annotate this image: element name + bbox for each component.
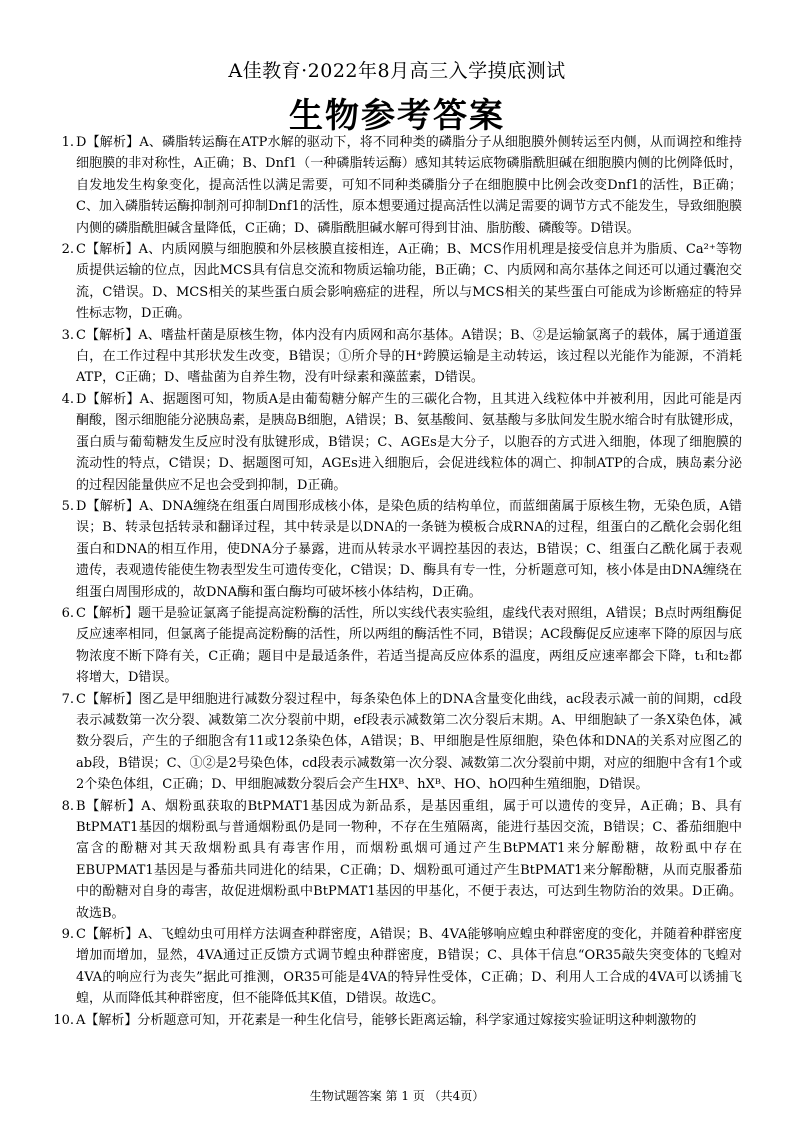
exam-header: A佳教育·2022年8月高三入学摸底测试 bbox=[228, 60, 566, 82]
answer-number: 2. bbox=[61, 242, 74, 258]
answer-number: 4. bbox=[61, 391, 74, 407]
answer-text: B【解析】A、烟粉虱获取的BtPMAT1基因成为新品系，是基因重组，属于可以遗传的变异，A正确；B、具有BtPMAT1基因的烟粉虱与普通烟粉虱仍是同一物种，不存在生殖隔离，能进行基因交流，B错误；C、番茄细胞中富含的酚糖对其天敌烟粉虱具有毒害作用，而烟粉虱烟可通过产生BtPMAT1来分解酚糖，故粉虱中存在EBUPMAT1基因是与番茄共同进化的结果，C正确；D、烟粉虱可通过产生BtPMAT1来分解酚糖，从而克服番茄中的酚糖对自身的毒害，故促进烟粉虱中BtPMAT1基因的甲基化，不便于表达，可达到生物防治的效果。D正确。故选B。 bbox=[76, 798, 742, 921]
answer-number: 10. bbox=[53, 1012, 74, 1028]
answer-item bbox=[52, 1010, 742, 1031]
answer-text: D【解析】A、据题图可知，物质A是由葡萄糖分解产生的三碳化合物，且其进入线粒体中并被利用，因此可能是丙酮酸，图示细胞能分泌胰岛素，是胰岛B细胞，A错误；B、氨基酸间、氨基酸与多肽间发生脱水缩合时有肽键形成，蛋白质与葡萄糖发生反应时没有肽键形成，B错误；C、AGEs是大分子，以胞吞的方式进入细胞，体现了细胞膜的流动性的特点，C错误；D、据题图可知，AGEs进入细胞后，会促进线粒体的凋亡、抑制ATP的合成，胰岛素分泌的过程因能量供应不足也会受到抑制，D正确。 bbox=[76, 391, 742, 493]
answer-number: 8. bbox=[61, 798, 74, 814]
answer-number: 3. bbox=[61, 327, 74, 343]
answer-item bbox=[52, 689, 742, 796]
answer-item bbox=[52, 132, 742, 239]
answer-item bbox=[52, 325, 742, 389]
answer-item bbox=[52, 496, 742, 603]
answer-text: C【解析】题干是验证氯离子能提高淀粉酶的活性，所以实线代表实验组，虚线代表对照组，A错误；B点时两组酶促反应速率相同，但氯离子能提高淀粉酶的活性，所以两组的酶活性不同，B错误；AC段酶促反应速率下降的原因与底物浓度不断下降有关，C正确；题目中是最适条件，若适当提高反应体系的温度，两组反应速率都会下降，t₁和t₂都将增大，D错误。 bbox=[76, 605, 742, 686]
answer-number: 6. bbox=[61, 605, 74, 621]
answer-item bbox=[52, 389, 742, 496]
answer-text: C【解析】图乙是甲细胞进行减数分裂过程中，每条染色体上的DNA含量变化曲线，ac段表示减一前的间期，cd段表示减数第一次分裂、减数第二次分裂前中期，ef段表示减数第二次分裂后末期。A、甲细胞缺了一条X染色体，减数分裂后，产生的子细胞含有11或12条染色体，A错误；B、甲细胞是性原细胞，染色体和DNA的关系对应图乙的ab段，B错误；C、①②是2号染色体，cd段表示减数第一次分裂、减数第二次分裂前中期，对应的细胞中含有1个或2个染色体组，C正确；D、甲细胞减数分裂后会产生HXᴮ、hXᴮ、HO、hO四种生殖细胞，D错误。 bbox=[76, 691, 742, 793]
answer-text: D【解析】A、磷脂转运酶在ATP水解的驱动下，将不同种类的磷脂分子从细胞膜外侧转运至内侧，从而调控和维持细胞膜的非对称性，A正确；B、Dnf1（一种磷脂转运酶）感知其转运底物磷脂酰胆碱在细胞膜内侧的比例降低时，自发地发生构象变化，提高活性以满足需要，可知不同种类磷脂分子在细胞膜中比例会改变Dnf1的活性，B正确；C、加入磷脂转运酶抑制剂可抑制Dnf1的活性，原本想要通过提高活性以满足需要的调节方式不能发生，导致细胞膜内侧的磷脂酰胆碱含量降低，C正确；D、磷脂酰胆碱水解可得到甘油、脂肪酸、磷酸等。D错误。 bbox=[76, 135, 742, 236]
answer-list bbox=[52, 132, 742, 1031]
answer-text: C【解析】A、嗜盐杆菌是原核生物，体内没有内质网和高尔基体。A错误；B、②是运输氯离子的载体，属于通道蛋白，在工作过程中其形状发生改变，B错误；①所介导的H⁺跨膜运输是主动转运，该过程以光能作为能源，不消耗ATP，C正确；D、嗜盐菌为自养生物，没有叶绿素和藻蓝素，D错误。 bbox=[76, 327, 742, 386]
answer-number: 7. bbox=[61, 691, 74, 707]
answer-item bbox=[52, 924, 742, 1010]
page-title: 生物参考答案 bbox=[289, 96, 505, 136]
answer-item bbox=[52, 239, 742, 325]
answer-number: 9. bbox=[61, 927, 74, 943]
answer-item bbox=[52, 603, 742, 689]
answer-number: 1. bbox=[61, 135, 74, 150]
answer-number: 5. bbox=[61, 498, 74, 514]
answer-text: A【解析】分析题意可知，开花素是一种生化信号，能够长距离运输，科学家通过嫁接实验证明这种刺激物的 bbox=[76, 1012, 697, 1028]
answer-text: D【解析】A、DNA缠绕在组蛋白周围形成核小体，是染色质的结构单位，而蓝细菌属于原核生物，无染色质，A错误；B、转录包括转录和翻译过程，其中转录是以DNA的一条链为模板合成RNA的过程，组蛋白的乙酰化会弱化组蛋白和DNA的相互作用，使DNA分子暴露，进而从转录水平调控基因的表达，B错误；C、组蛋白乙酰化属于表观遗传，表观遗传能使生物表型发生可遗传变化，C错误；D、酶具有专一性，分析题意可知，核小体是由DNA缠绕在组蛋白周围形成的，故DNA酶和蛋白酶均可破坏核小体结构，D正确。 bbox=[76, 498, 742, 600]
answer-text: C【解析】A、内质网膜与细胞膜和外层核膜直接相连，A正确；B、MCS作用机理是接受信息并为脂质、Ca²⁺等物质提供运输的位点，因此MCS具有信息交流和物质运输功能，B正确；C、内质网和高尔基体之间还可以通过囊泡交流，C错误。D、MCS相关的某些蛋白质会影响癌症的进程，所以与MCS相关的某些蛋白可能成为诊断癌症的特异性标志物，D正确。 bbox=[76, 242, 742, 322]
answer-item bbox=[52, 796, 742, 924]
answer-text: C【解析】A、飞蝗幼虫可用样方法调查种群密度，A错误；B、4VA能够响应蝗虫种群密度的变化，并随着种群密度增加而增加，显然，4VA通过正反馈方式调节蝗虫种群密度，B错误；C、具体干信息“OR35敲失突变体的飞蝗对4VA的响应行为丧失”据此可推测，OR35可能是4VA的特异性受体，C正确；D、利用人工合成的4VA可以诱捕飞蝗，从而降低其种群密度，但不能降低其K值，D错误。故选C。 bbox=[76, 927, 742, 1007]
page-footer: 生物试题答案 第 1 页 （共4页） bbox=[309, 1089, 485, 1103]
